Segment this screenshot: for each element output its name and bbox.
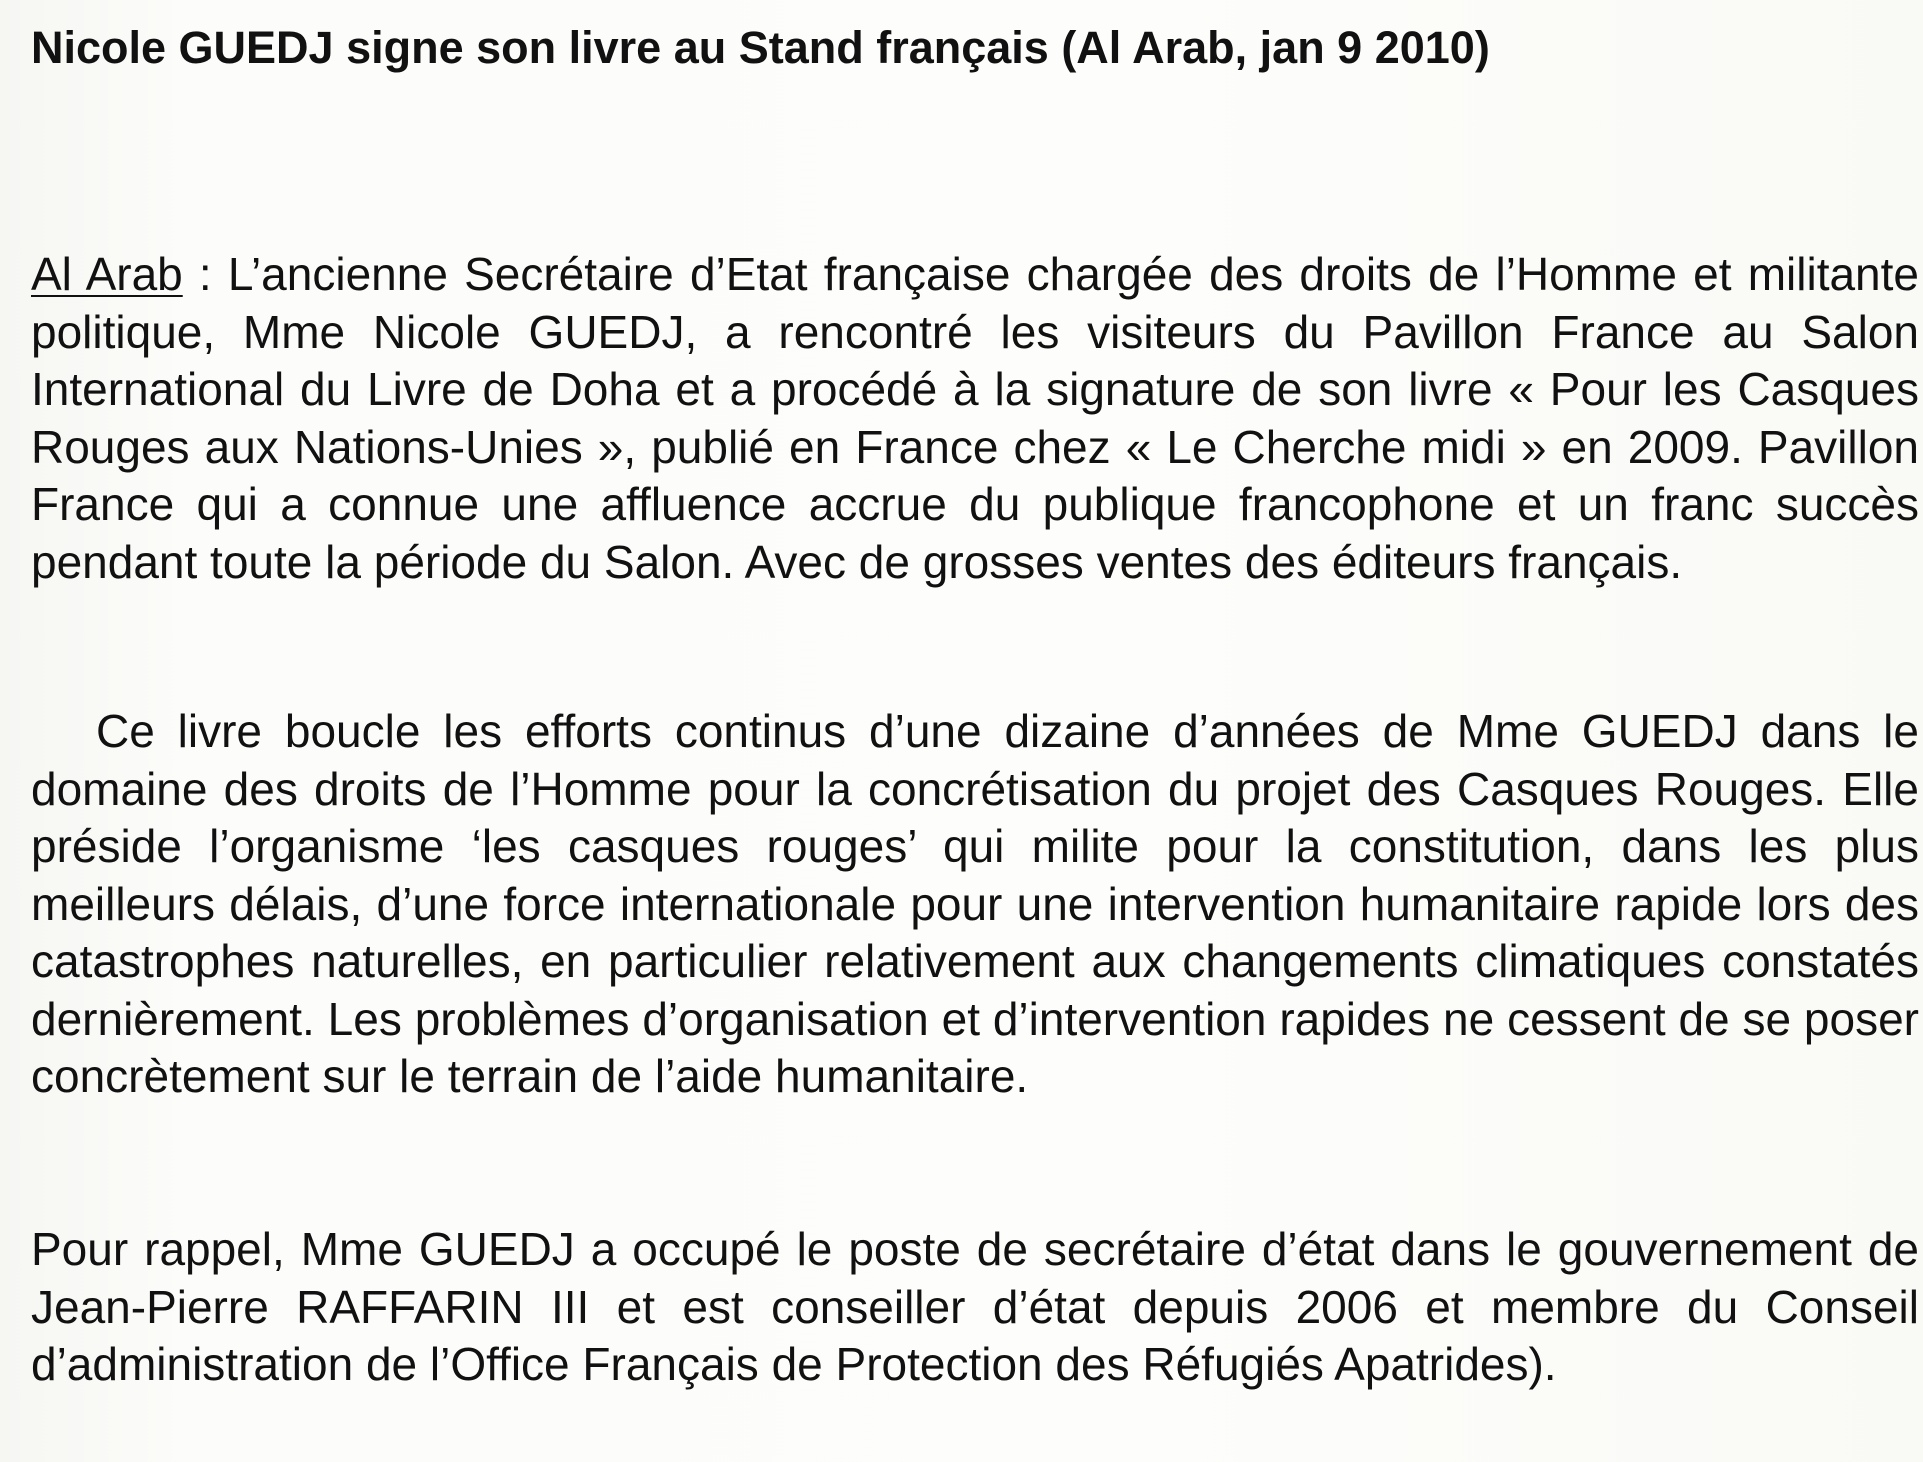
paragraph-book-text: Ce livre boucle les efforts continus d’une dizaine d’années de Mme GUEDJ dans le domaine des droits de l’Homme pour la concrétisation du projet des Casques Rouges. Elle préside l’organisme ‘les casques rouges’ qui milite pour la constitution, dans les plus meilleurs délais, d’une force internationale pour une intervention humanitaire rapide lors des catastrophes naturelles, en particulier relativement aux changements climatiques constatés dernièrement. Les problèmes d’organisation et d’intervention rapides ne cessent de se poser concrètement sur le terrain de l’aide humanitaire. xyxy=(31,705,1919,1102)
source-label: Al Arab xyxy=(31,248,183,300)
paragraph-reminder xyxy=(31,1221,1919,1394)
paragraph-intro-text: : L’ancienne Secrétaire d’Etat française chargée des droits de l’Homme et militante politique, Mme Nicole GUEDJ, a rencontré les visiteurs du Pavillon France au Salon International du Livre de Doha et a procédé à la signature de son livre « Pour les Casques Rouges aux Nations-Unies », publié en France chez « Le Cherche midi » en 2009. Pavillon France qui a connue une affluence accrue du publique francophone et un franc succès pendant toute la période du Salon. Avec de grosses ventes des éditeurs français. xyxy=(31,248,1919,588)
paragraph-reminder-text: Pour rappel, Mme GUEDJ a occupé le poste de secrétaire d’état dans le gouvernement de Jean-Pierre RAFFARIN III et est conseiller d’état depuis 2006 et membre du Conseil d’administration de l’Office Français de Protection des Réfugiés Apatrides). xyxy=(31,1223,1919,1390)
paragraph-book xyxy=(31,703,1919,1106)
article-title: Nicole GUEDJ signe son livre au Stand français (Al Arab, jan 9 2010) xyxy=(31,22,1490,73)
paragraph-intro xyxy=(31,246,1919,591)
